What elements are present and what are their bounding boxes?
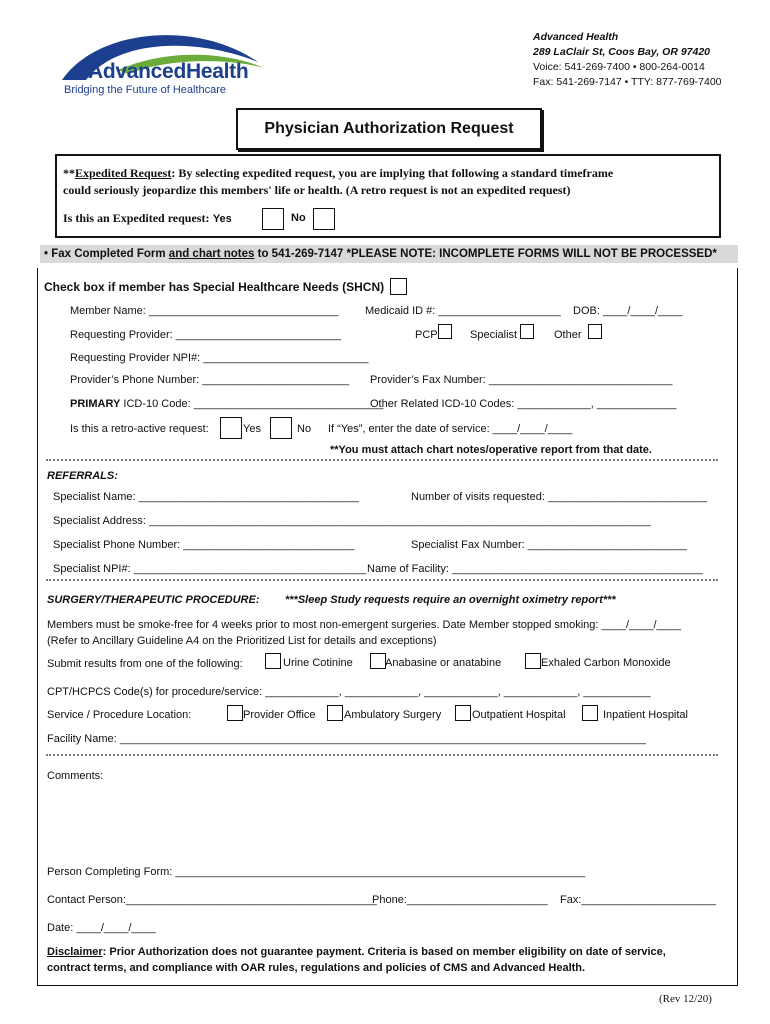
expedited-question: Is this an Expedited request: Yes xyxy=(63,211,232,225)
other-label: Other xyxy=(554,329,582,341)
smoke-free-text[interactable]: Members must be smoke-free for 4 weeks prior to most non-emergent surgeries. Date Member stopped smoking: ____/____/____ xyxy=(47,619,682,631)
specialist-address-field[interactable]: Specialist Address: __________________________________________________________________________________ xyxy=(53,515,651,527)
contact-fax-field[interactable]: Fax:______________________ xyxy=(560,894,716,906)
retro-no-label: No xyxy=(297,423,312,435)
smoke-guideline-text: (Refer to Ancillary Guideline A4 on the Prioritized List for details and exceptions) xyxy=(47,635,437,647)
org-fax: Fax: 541-269-7147 • TTY: 877-769-7400 xyxy=(533,76,722,88)
ambulatory-surgery-checkbox[interactable] xyxy=(327,705,343,721)
contact-phone-field[interactable]: Phone:_______________________ xyxy=(372,894,548,906)
attach-note: **You must attach chart notes/operative report from that date. xyxy=(330,444,652,456)
cpt-codes-field[interactable]: CPT/HCPCS Code(s) for procedure/service: ____________, ____________, ____________, ____________, ___________ xyxy=(47,686,651,698)
shcn-checkbox[interactable] xyxy=(390,278,407,295)
expedited-yes-checkbox[interactable] xyxy=(262,208,284,230)
divider xyxy=(46,579,718,581)
logo-wordmark: AdvancedHealth xyxy=(88,60,249,83)
specialist-checkbox[interactable] xyxy=(520,324,534,339)
provider-fax-field[interactable]: Provider’s Fax Number: ______________________________ xyxy=(370,374,673,386)
facility-field[interactable]: Facility Name: ______________________________________________________________________________________ xyxy=(47,733,646,745)
specialist-npi-field[interactable]: Specialist NPI#: ______________________________________ xyxy=(53,563,367,575)
urine-cotinine-checkbox[interactable] xyxy=(265,653,281,669)
disclaimer-line1: Disclaimer: Prior Authorization does not guarantee payment. Criteria is based on member eligibility on date of service, xyxy=(47,946,666,958)
member-name-field[interactable]: Member Name: _______________________________ xyxy=(70,305,339,317)
carbon-monoxide-label: Exhaled Carbon Monoxide xyxy=(541,657,671,669)
inpatient-hospital-label: Inpatient Hospital xyxy=(603,709,688,721)
service-location-label: Service / Procedure Location: xyxy=(47,709,192,721)
other-icd-field[interactable]: Other Related ICD-10 Codes: ____________, _____________ xyxy=(370,398,677,410)
retro-question: Is this a retro-active request: xyxy=(70,423,209,435)
org-voice: Voice: 541-269-7400 • 800-264-0014 xyxy=(533,61,705,73)
referrals-heading: REFERRALS: xyxy=(47,470,118,482)
surgery-heading: SURGERY/THERAPEUTIC PROCEDURE: xyxy=(47,594,260,606)
outpatient-hospital-label: Outpatient Hospital xyxy=(472,709,566,721)
submit-results-label: Submit results from one of the following: xyxy=(47,658,243,670)
outpatient-hospital-checkbox[interactable] xyxy=(455,705,471,721)
contact-person-field[interactable]: Contact Person:_________________________________________ xyxy=(47,894,377,906)
person-completing-field[interactable]: Person Completing Form: ___________________________________________________________________ xyxy=(47,866,586,878)
fax-notice: • Fax Completed Form and chart notes to 541-269-7147 *PLEASE NOTE: INCOMPLETE FORMS WILL NOT BE PROCESSED* xyxy=(40,245,738,263)
expedited-box xyxy=(55,154,721,238)
disclaimer xyxy=(47,944,666,976)
page-title: Physician Authorization Request xyxy=(264,120,514,137)
disclaimer-line2: contract terms, and compliance with OAR rules, regulations and policies of CMS and Advanced Health. xyxy=(47,962,586,974)
expedited-text-line2: could seriously jeopardize this members' life or health. (A retro request is not an expedited request) xyxy=(63,183,571,197)
provider-office-checkbox[interactable] xyxy=(227,705,243,721)
provider-phone-field[interactable]: Provider’s Phone Number: ________________________ xyxy=(70,374,350,386)
logo xyxy=(58,24,268,100)
ambulatory-surgery-label: Ambulatory Surgery xyxy=(344,709,442,721)
retro-date-field[interactable]: If “Yes”, enter the date of service: ____/____/____ xyxy=(328,423,573,435)
medicaid-id-field[interactable]: Medicaid ID #: ____________________ xyxy=(365,305,561,317)
divider xyxy=(46,754,718,756)
comments-label: Comments: xyxy=(47,770,104,782)
retro-yes-label: Yes xyxy=(243,423,261,435)
specialist-name-field[interactable]: Specialist Name: ____________________________________ xyxy=(53,491,359,503)
anabasine-checkbox[interactable] xyxy=(370,653,386,669)
logo-tagline: Bridging the Future of Healthcare xyxy=(64,84,227,96)
carbon-monoxide-checkbox[interactable] xyxy=(525,653,541,669)
revision-label: (Rev 12/20) xyxy=(659,993,712,1005)
date-field[interactable]: Date: ____/____/____ xyxy=(47,922,156,934)
retro-no-checkbox[interactable] xyxy=(270,417,292,439)
title-box xyxy=(236,108,542,150)
retro-yes-checkbox[interactable] xyxy=(220,417,242,439)
inpatient-hospital-checkbox[interactable] xyxy=(582,705,598,721)
expedited-no-label: No xyxy=(291,212,306,224)
primary-icd-field[interactable]: PRIMARY ICD-10 Code: _______________________________ xyxy=(70,398,384,410)
org-address: 289 LaClair St, Coos Bay, OR 97420 xyxy=(533,46,711,58)
specialist-phone-field[interactable]: Specialist Phone Number: ____________________________ xyxy=(53,539,355,551)
specialist-fax-field[interactable]: Specialist Fax Number: __________________________ xyxy=(411,539,687,551)
dob-field[interactable]: DOB: ____/____/____ xyxy=(573,305,683,317)
specialist-label: Specialist xyxy=(470,329,518,341)
visits-field[interactable]: Number of visits requested: __________________________ xyxy=(411,491,708,503)
urine-cotinine-label: Urine Cotinine xyxy=(283,657,353,669)
requesting-provider-field[interactable]: Requesting Provider: ___________________________ xyxy=(70,329,341,341)
sleep-study-note: ***Sleep Study requests require an overnight oximetry report*** xyxy=(285,594,616,606)
expedited-text-line1: **Expedited Request: By selecting expedited request, you are implying that following a standard timeframe xyxy=(63,166,614,180)
org-info xyxy=(533,30,722,90)
other-checkbox[interactable] xyxy=(588,324,602,339)
org-name: Advanced Health xyxy=(533,31,619,43)
facility-name-field[interactable]: Name of Facility: _________________________________________ xyxy=(367,563,703,575)
expedited-no-checkbox[interactable] xyxy=(313,208,335,230)
shcn-label: Check box if member has Special Healthcare Needs (SHCN) xyxy=(44,280,385,294)
provider-office-label: Provider Office xyxy=(243,709,316,721)
pcp-checkbox[interactable] xyxy=(438,324,452,339)
anabasine-label: Anabasine or anatabine xyxy=(385,657,502,669)
divider xyxy=(46,459,718,461)
pcp-label: PCP xyxy=(415,329,438,341)
provider-npi-field[interactable]: Requesting Provider NPI#: ___________________________ xyxy=(70,352,369,364)
comments-area[interactable] xyxy=(47,786,707,856)
